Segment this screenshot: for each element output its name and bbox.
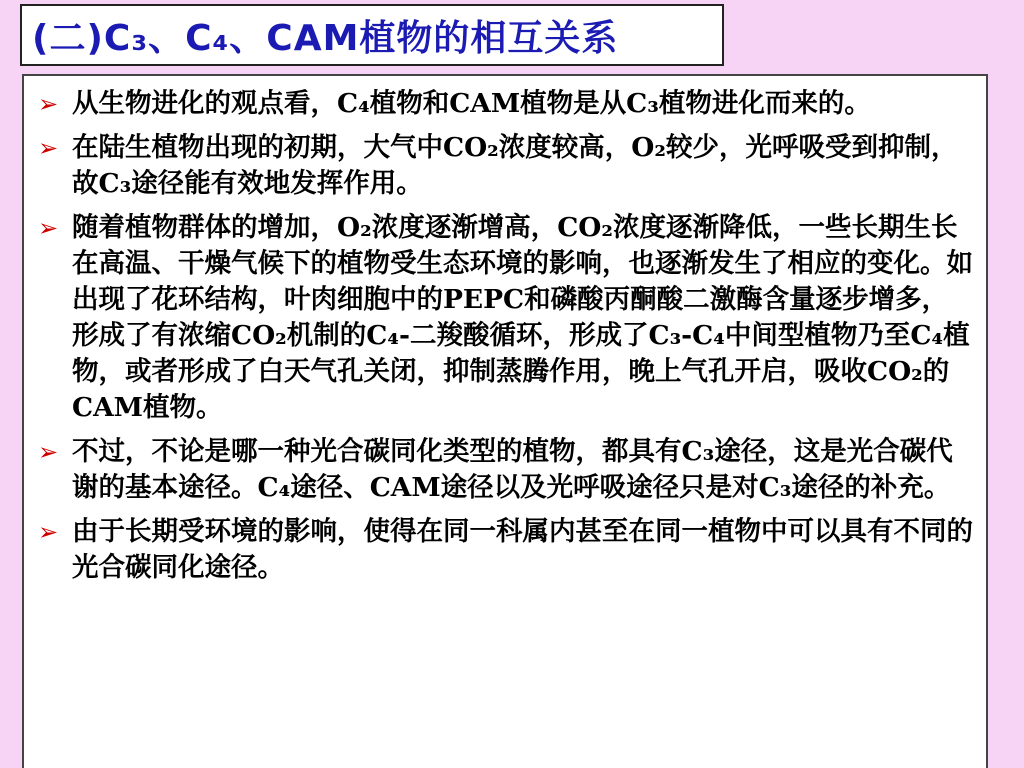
list-item: [36, 210, 974, 426]
item-text: 由于长期受环境的影响，使得在同一科属内甚至在同一植物中可以具有不同的光合碳同化途径。: [72, 516, 973, 583]
item-text: 从生物进化的观点看，C₄植物和CAM植物是从C₃植物进化而来的。: [72, 88, 871, 119]
arrow-bullet-icon: ➢: [38, 518, 59, 546]
arrow-bullet-icon: ➢: [38, 214, 59, 242]
list-item: [36, 514, 974, 586]
slide-title: (二)C₃、C₄、CAM植物的相互关系: [32, 17, 619, 59]
item-text: 随着植物群体的增加，O₂浓度逐渐增高，CO₂浓度逐渐降低，一些长期生长在高温、干燥气候下的植物受生态环境的影响，也逐渐发生了相应的变化。如出现了花环结构，叶肉细胞中的PEPC和磷酸丙酮酸二激酶含量逐步增多，形成了有浓缩CO₂机制的C₄-二羧酸循环，形成了C₃-C₄中间型植物乃至C₄植物，或者形成了白天气孔关闭，抑制蒸腾作用，晚上气孔开启，吸收CO₂的CAM植物。: [72, 212, 973, 423]
list-item: [36, 130, 974, 202]
title-box: [20, 4, 724, 66]
arrow-bullet-icon: ➢: [38, 90, 59, 118]
arrow-bullet-icon: ➢: [38, 134, 59, 162]
item-text: 不过，不论是哪一种光合碳同化类型的植物，都具有C₃途径，这是光合碳代谢的基本途径。C₄途径、CAM途径以及光呼吸途径只是对C₃途径的补充。: [72, 436, 953, 503]
item-text: 在陆生植物出现的初期，大气中CO₂浓度较高，O₂较少，光呼吸受到抑制，故C₃途径能有效地发挥作用。: [72, 132, 958, 199]
list-item: [36, 434, 974, 506]
arrow-bullet-icon: ➢: [38, 438, 59, 466]
content-box: [22, 74, 988, 768]
list-item: [36, 86, 974, 122]
